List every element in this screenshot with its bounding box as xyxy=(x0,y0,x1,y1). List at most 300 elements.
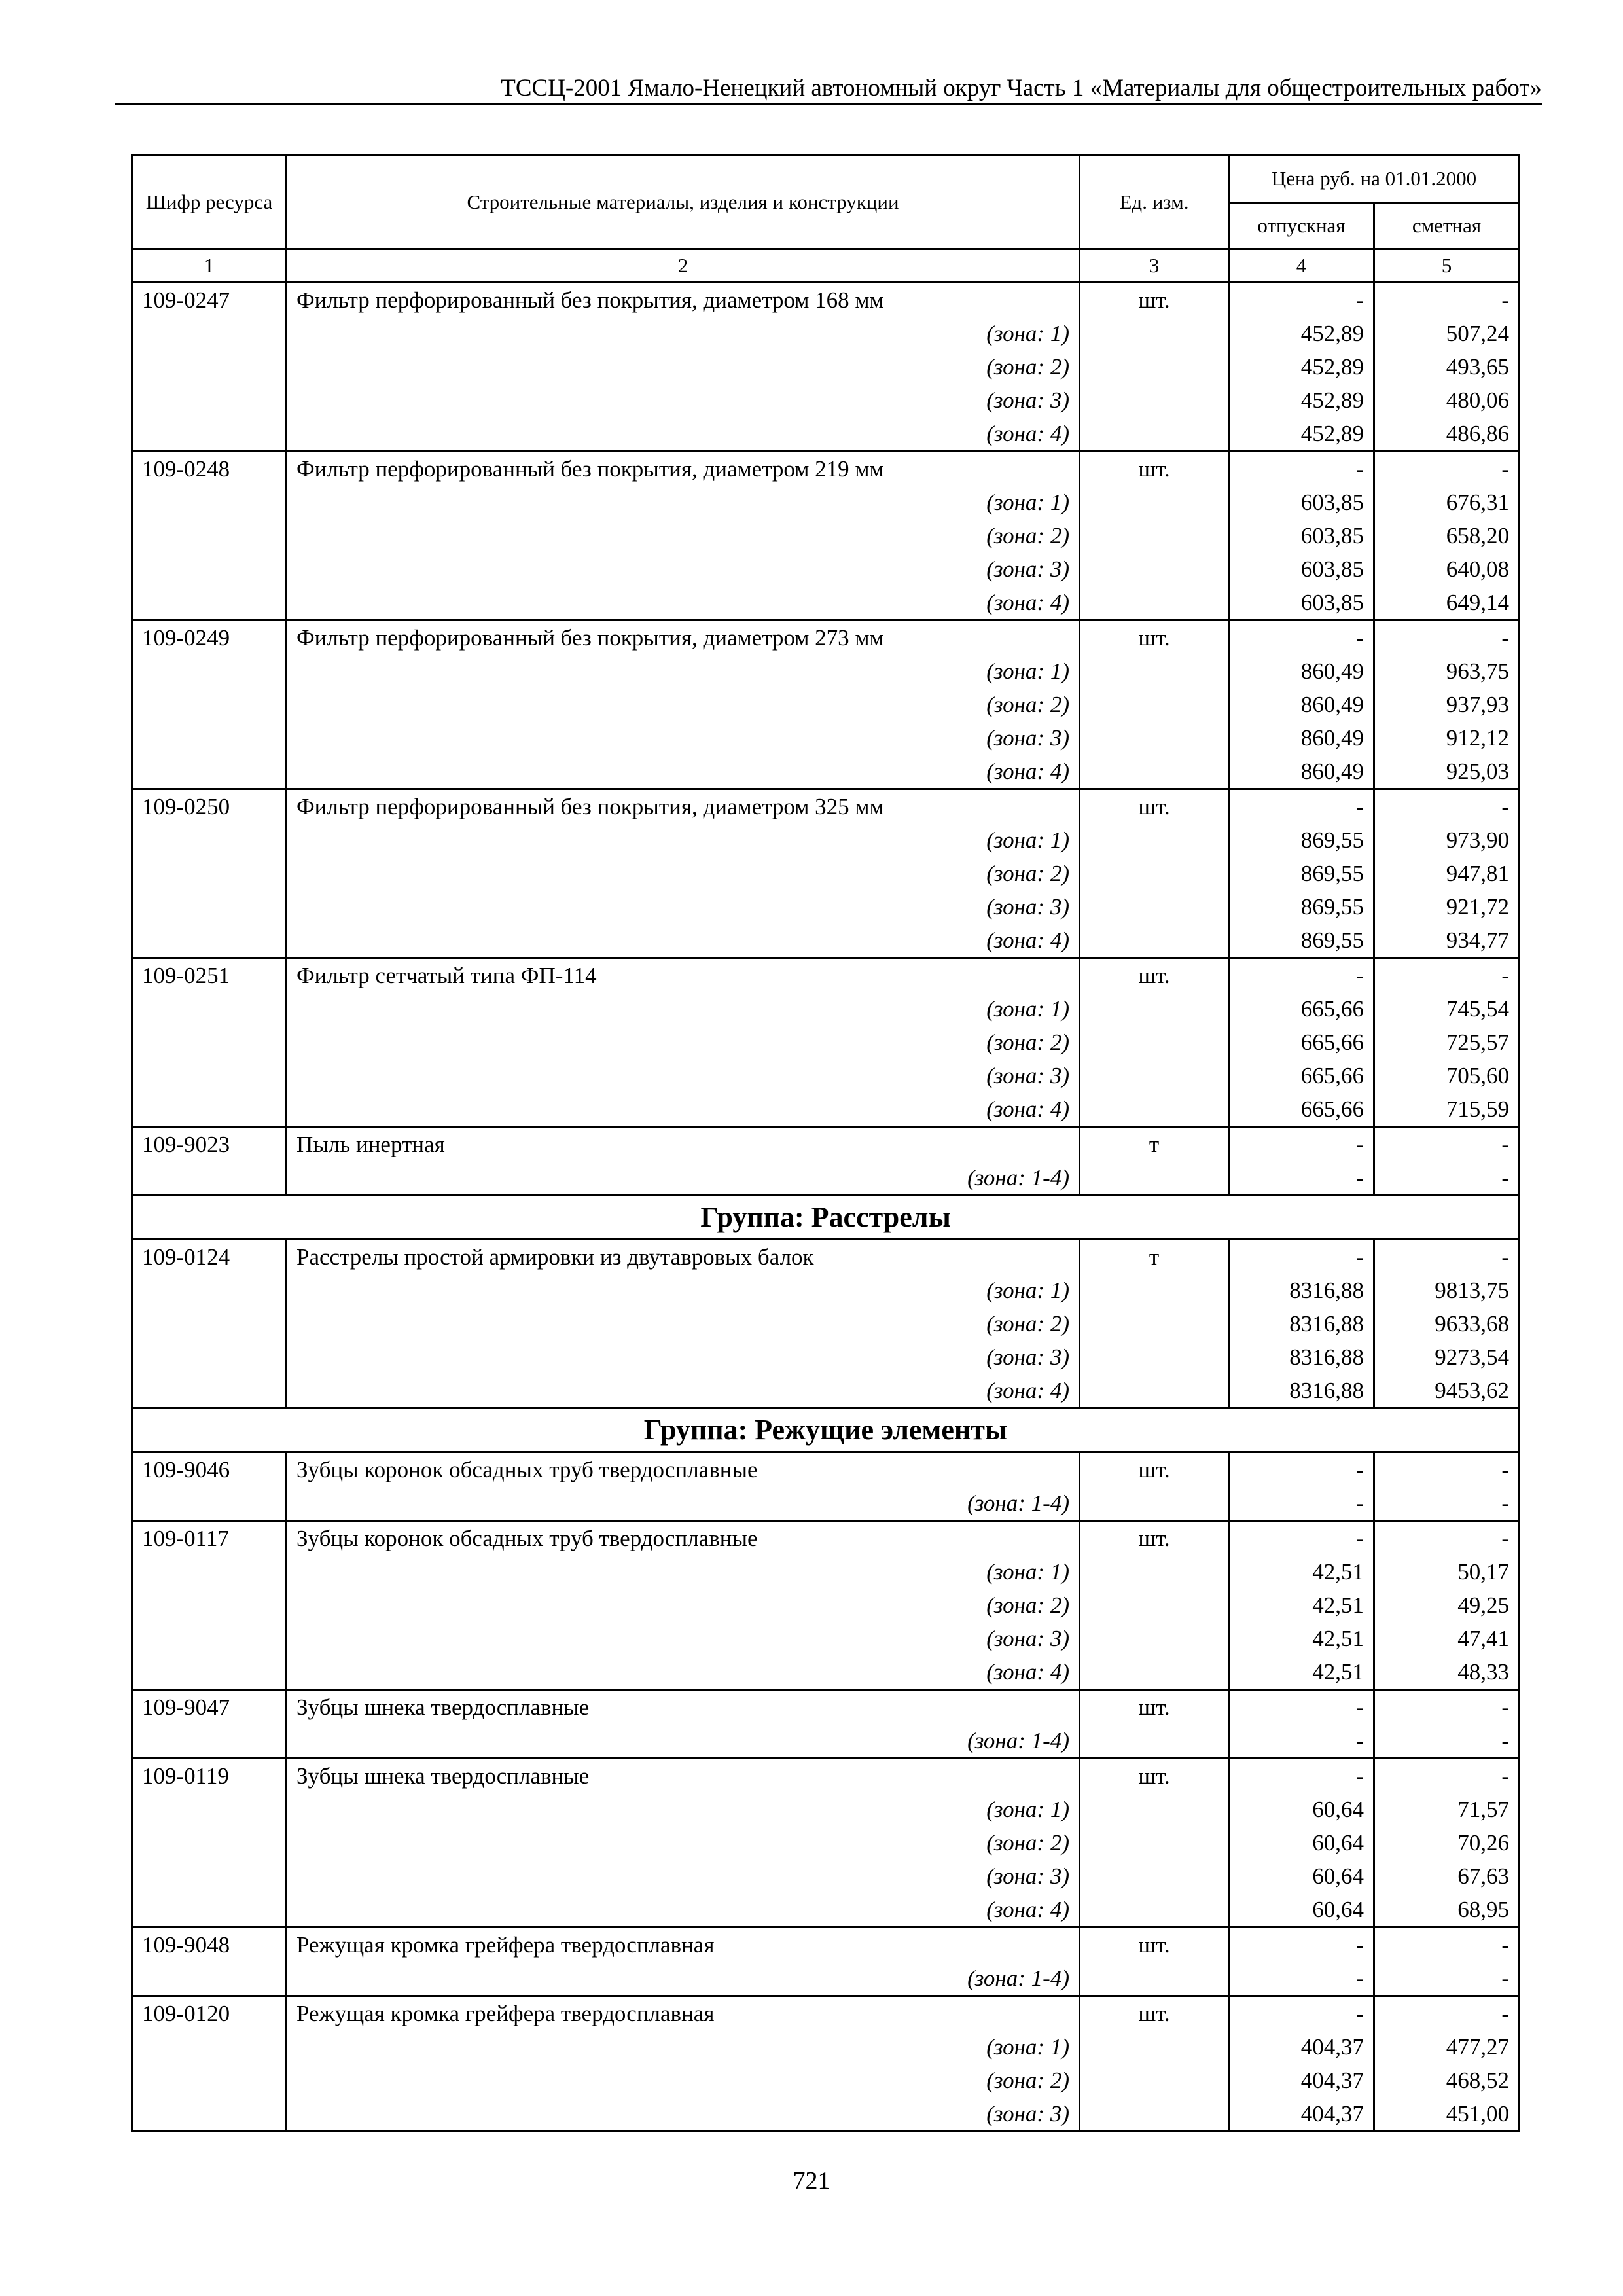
resource-code xyxy=(132,1962,287,1996)
unit xyxy=(1080,890,1229,924)
price-release: 869,55 xyxy=(1229,857,1374,890)
price-estimate: 47,41 xyxy=(1374,1622,1520,1655)
price-estimate: 937,93 xyxy=(1374,688,1520,721)
resource-code xyxy=(132,755,287,789)
unit xyxy=(1080,1859,1229,1893)
unit: шт. xyxy=(1080,789,1229,824)
price-estimate: - xyxy=(1374,1996,1520,2031)
resource-code: 109-9046 xyxy=(132,1452,287,1487)
unit xyxy=(1080,417,1229,452)
zone-price-row xyxy=(132,552,1520,586)
price-release: 665,66 xyxy=(1229,1092,1374,1127)
price-estimate: - xyxy=(1374,1127,1520,1162)
price-estimate: 912,12 xyxy=(1374,721,1520,755)
zone-label: (зона: 3) xyxy=(287,721,1080,755)
resource-code xyxy=(132,486,287,519)
price-estimate: 9453,62 xyxy=(1374,1374,1520,1408)
price-estimate: 649,14 xyxy=(1374,586,1520,620)
resource-row xyxy=(132,1127,1520,1162)
zone-price-row xyxy=(132,519,1520,552)
unit xyxy=(1080,1655,1229,1690)
price-release: 452,89 xyxy=(1229,417,1374,452)
column-number: 1 xyxy=(132,249,287,283)
zone-price-row xyxy=(132,2097,1520,2132)
page-number: 721 xyxy=(793,2167,830,2195)
resource-code: 109-0249 xyxy=(132,620,287,655)
price-estimate: - xyxy=(1374,1452,1520,1487)
zone-price-row xyxy=(132,857,1520,890)
resource-name: Зубцы шнека твердосплавные xyxy=(287,1759,1080,1793)
unit xyxy=(1080,2064,1229,2097)
unit: шт. xyxy=(1080,1928,1229,1962)
running-header: ТССЦ-2001 Ямало-Ненецкий автономный округ Часть 1 «Материалы для общестроительных работ» xyxy=(115,72,1542,105)
resource-code: 109-0117 xyxy=(132,1521,287,1556)
zone-label: (зона: 1) xyxy=(287,823,1080,857)
unit: шт. xyxy=(1080,958,1229,993)
price-estimate: 9813,75 xyxy=(1374,1274,1520,1307)
zone-price-row xyxy=(132,317,1520,350)
price-estimate: 68,95 xyxy=(1374,1893,1520,1928)
zone-label: (зона: 4) xyxy=(287,417,1080,452)
resource-row xyxy=(132,1759,1520,1793)
unit xyxy=(1080,1059,1229,1092)
resource-code xyxy=(132,519,287,552)
price-release: 60,64 xyxy=(1229,1793,1374,1826)
zone-price-row xyxy=(132,1059,1520,1092)
zone-price-row xyxy=(132,1859,1520,1893)
price-estimate: - xyxy=(1374,958,1520,993)
zone-price-row xyxy=(132,1622,1520,1655)
price-release: 42,51 xyxy=(1229,1655,1374,1690)
unit xyxy=(1080,1161,1229,1196)
resource-code xyxy=(132,1588,287,1622)
zone-label: (зона: 3) xyxy=(287,1059,1080,1092)
resource-name: Зубцы шнека твердосплавные xyxy=(287,1690,1080,1725)
zone-label: (зона: 3) xyxy=(287,2097,1080,2132)
zone-label: (зона: 4) xyxy=(287,1092,1080,1127)
price-release: 404,37 xyxy=(1229,2030,1374,2064)
resource-row xyxy=(132,1928,1520,1962)
zone-price-row xyxy=(132,384,1520,417)
price-release: 665,66 xyxy=(1229,992,1374,1026)
unit xyxy=(1080,1374,1229,1408)
unit xyxy=(1080,823,1229,857)
price-release: 860,49 xyxy=(1229,688,1374,721)
resource-code xyxy=(132,552,287,586)
group-heading: Группа: Режущие элементы xyxy=(132,1408,1520,1452)
zone-price-row xyxy=(132,350,1520,384)
unit xyxy=(1080,992,1229,1026)
resource-name: Зубцы коронок обсадных труб твердосплавные xyxy=(287,1521,1080,1556)
zone-label: (зона: 1) xyxy=(287,1274,1080,1307)
header-code: Шифр ресурса xyxy=(132,155,287,249)
price-estimate: 9273,54 xyxy=(1374,1340,1520,1374)
price-release: - xyxy=(1229,789,1374,824)
header-unit: Ед. изм. xyxy=(1080,155,1229,249)
zone-label: (зона: 4) xyxy=(287,755,1080,789)
zone-label: (зона: 1) xyxy=(287,486,1080,519)
zone-price-row xyxy=(132,1274,1520,1307)
price-estimate: - xyxy=(1374,789,1520,824)
unit xyxy=(1080,1555,1229,1588)
price-release: 8316,88 xyxy=(1229,1307,1374,1340)
header-name: Строительные материалы, изделия и конструкции xyxy=(287,155,1080,249)
zone-label: (зона: 1) xyxy=(287,317,1080,350)
resource-code xyxy=(132,1374,287,1408)
unit xyxy=(1080,721,1229,755)
zone-price-row xyxy=(132,823,1520,857)
resource-code: 109-0250 xyxy=(132,789,287,824)
zone-label: (зона: 2) xyxy=(287,350,1080,384)
price-release: - xyxy=(1229,1724,1374,1759)
resource-row xyxy=(132,958,1520,993)
unit: шт. xyxy=(1080,1521,1229,1556)
zone-price-row xyxy=(132,1724,1520,1759)
unit xyxy=(1080,519,1229,552)
price-release: 404,37 xyxy=(1229,2097,1374,2132)
price-release: 603,85 xyxy=(1229,519,1374,552)
resource-row xyxy=(132,1240,1520,1274)
price-release: 665,66 xyxy=(1229,1026,1374,1059)
unit xyxy=(1080,1274,1229,1307)
resource-row xyxy=(132,1521,1520,1556)
zone-price-row xyxy=(132,1161,1520,1196)
zone-price-row xyxy=(132,1826,1520,1859)
zone-label: (зона: 3) xyxy=(287,384,1080,417)
zone-label: (зона: 2) xyxy=(287,1588,1080,1622)
zone-price-row xyxy=(132,1374,1520,1408)
zone-price-row xyxy=(132,924,1520,958)
price-estimate: 934,77 xyxy=(1374,924,1520,958)
resource-code: 109-0251 xyxy=(132,958,287,993)
price-estimate: - xyxy=(1374,1240,1520,1274)
header-price-release: отпускная xyxy=(1229,203,1374,249)
price-estimate: 451,00 xyxy=(1374,2097,1520,2132)
price-release: - xyxy=(1229,958,1374,993)
group-heading: Группа: Расстрелы xyxy=(132,1196,1520,1240)
zone-label: (зона: 1) xyxy=(287,2030,1080,2064)
resource-name: Зубцы коронок обсадных труб твердосплавные xyxy=(287,1452,1080,1487)
column-number: 2 xyxy=(287,249,1080,283)
resource-name: Фильтр перфорированный без покрытия, диаметром 219 мм xyxy=(287,452,1080,486)
zone-label: (зона: 2) xyxy=(287,1826,1080,1859)
zone-price-row xyxy=(132,1340,1520,1374)
price-estimate: - xyxy=(1374,283,1520,317)
price-estimate: - xyxy=(1374,1962,1520,1996)
price-release: 603,85 xyxy=(1229,552,1374,586)
price-release: 60,64 xyxy=(1229,1859,1374,1893)
unit: шт. xyxy=(1080,1996,1229,2031)
resource-code: 109-0248 xyxy=(132,452,287,486)
resource-code xyxy=(132,1655,287,1690)
zone-label: (зона: 4) xyxy=(287,1655,1080,1690)
resource-code xyxy=(132,1859,287,1893)
zone-label: (зона: 4) xyxy=(287,1374,1080,1408)
resource-code xyxy=(132,1161,287,1196)
price-estimate: 67,63 xyxy=(1374,1859,1520,1893)
price-estimate: 50,17 xyxy=(1374,1555,1520,1588)
column-number: 3 xyxy=(1080,249,1229,283)
resource-code xyxy=(132,857,287,890)
zone-label: (зона: 1) xyxy=(287,992,1080,1026)
price-estimate: 745,54 xyxy=(1374,992,1520,1026)
resource-row xyxy=(132,1996,1520,2031)
unit: шт. xyxy=(1080,1690,1229,1725)
resource-row xyxy=(132,1690,1520,1725)
price-estimate: 640,08 xyxy=(1374,552,1520,586)
unit: т xyxy=(1080,1240,1229,1274)
price-estimate: 9633,68 xyxy=(1374,1307,1520,1340)
zone-price-row xyxy=(132,1555,1520,1588)
zone-label: (зона: 2) xyxy=(287,519,1080,552)
unit xyxy=(1080,486,1229,519)
unit: шт. xyxy=(1080,1759,1229,1793)
resource-code: 109-0247 xyxy=(132,283,287,317)
zone-price-row xyxy=(132,486,1520,519)
resource-code xyxy=(132,992,287,1026)
table-body xyxy=(132,283,1520,2132)
resource-row xyxy=(132,283,1520,317)
resource-code xyxy=(132,1307,287,1340)
price-table xyxy=(131,154,1520,2132)
zone-price-row xyxy=(132,721,1520,755)
resource-row xyxy=(132,620,1520,655)
zone-label: (зона: 2) xyxy=(287,1026,1080,1059)
zone-price-row xyxy=(132,1026,1520,1059)
price-release: 404,37 xyxy=(1229,2064,1374,2097)
price-estimate: 973,90 xyxy=(1374,823,1520,857)
resource-code xyxy=(132,1826,287,1859)
unit xyxy=(1080,2030,1229,2064)
price-estimate: 493,65 xyxy=(1374,350,1520,384)
unit xyxy=(1080,1588,1229,1622)
header-price-estimate: сметная xyxy=(1374,203,1520,249)
price-estimate: 71,57 xyxy=(1374,1793,1520,1826)
price-release: 603,85 xyxy=(1229,586,1374,620)
price-estimate: 705,60 xyxy=(1374,1059,1520,1092)
resource-code xyxy=(132,417,287,452)
resource-name: Режущая кромка грейфера твердосплавная xyxy=(287,1928,1080,1962)
price-estimate: - xyxy=(1374,1928,1520,1962)
resource-row xyxy=(132,1452,1520,1487)
price-release: 860,49 xyxy=(1229,755,1374,789)
price-estimate: - xyxy=(1374,452,1520,486)
unit xyxy=(1080,1724,1229,1759)
price-release: - xyxy=(1229,1928,1374,1962)
column-numbers-row xyxy=(132,249,1520,283)
resource-code: 109-0120 xyxy=(132,1996,287,2031)
price-estimate: 49,25 xyxy=(1374,1588,1520,1622)
price-estimate: 480,06 xyxy=(1374,384,1520,417)
unit xyxy=(1080,384,1229,417)
price-estimate: - xyxy=(1374,1486,1520,1521)
price-release: - xyxy=(1229,1161,1374,1196)
resource-code xyxy=(132,1274,287,1307)
unit xyxy=(1080,586,1229,620)
zone-label: (зона: 1) xyxy=(287,1555,1080,1588)
price-estimate: 70,26 xyxy=(1374,1826,1520,1859)
resource-code xyxy=(132,2097,287,2132)
price-estimate: 477,27 xyxy=(1374,2030,1520,2064)
price-release: 42,51 xyxy=(1229,1555,1374,1588)
price-release: 860,49 xyxy=(1229,721,1374,755)
unit xyxy=(1080,2097,1229,2132)
group-heading-row xyxy=(132,1196,1520,1240)
price-release: - xyxy=(1229,1521,1374,1556)
zone-label: (зона: 1-4) xyxy=(287,1486,1080,1521)
unit xyxy=(1080,857,1229,890)
price-release: - xyxy=(1229,620,1374,655)
price-release: 665,66 xyxy=(1229,1059,1374,1092)
price-release: - xyxy=(1229,1962,1374,1996)
zone-label: (зона: 3) xyxy=(287,890,1080,924)
zone-label: (зона: 3) xyxy=(287,1622,1080,1655)
column-number: 5 xyxy=(1374,249,1520,283)
zone-price-row xyxy=(132,586,1520,620)
resource-code xyxy=(132,655,287,688)
price-release: 60,64 xyxy=(1229,1893,1374,1928)
price-release: 860,49 xyxy=(1229,655,1374,688)
resource-code xyxy=(132,384,287,417)
price-release: - xyxy=(1229,1127,1374,1162)
price-estimate: 715,59 xyxy=(1374,1092,1520,1127)
zone-label: (зона: 1-4) xyxy=(287,1161,1080,1196)
zone-label: (зона: 2) xyxy=(287,688,1080,721)
resource-code xyxy=(132,1793,287,1826)
unit xyxy=(1080,350,1229,384)
zone-price-row xyxy=(132,1655,1520,1690)
price-estimate: 507,24 xyxy=(1374,317,1520,350)
zone-price-row xyxy=(132,1588,1520,1622)
price-release: 60,64 xyxy=(1229,1826,1374,1859)
resource-code: 109-9048 xyxy=(132,1928,287,1962)
zone-price-row xyxy=(132,890,1520,924)
unit xyxy=(1080,655,1229,688)
unit xyxy=(1080,1622,1229,1655)
price-release: 8316,88 xyxy=(1229,1274,1374,1307)
unit: шт. xyxy=(1080,1452,1229,1487)
unit xyxy=(1080,1893,1229,1928)
column-number: 4 xyxy=(1229,249,1374,283)
resource-code xyxy=(132,2064,287,2097)
unit: шт. xyxy=(1080,620,1229,655)
price-estimate: 486,86 xyxy=(1374,417,1520,452)
resource-code: 109-9047 xyxy=(132,1690,287,1725)
resource-row xyxy=(132,452,1520,486)
unit: шт. xyxy=(1080,283,1229,317)
zone-price-row xyxy=(132,688,1520,721)
price-release: 42,51 xyxy=(1229,1622,1374,1655)
resource-code xyxy=(132,1059,287,1092)
price-release: - xyxy=(1229,452,1374,486)
price-release: 8316,88 xyxy=(1229,1374,1374,1408)
resource-code xyxy=(132,1555,287,1588)
resource-code xyxy=(132,1486,287,1521)
resource-code xyxy=(132,924,287,958)
resource-name: Режущая кромка грейфера твердосплавная xyxy=(287,1996,1080,2031)
price-estimate: - xyxy=(1374,1161,1520,1196)
zone-label: (зона: 1-4) xyxy=(287,1724,1080,1759)
resource-code: 109-0124 xyxy=(132,1240,287,1274)
resource-code: 109-0119 xyxy=(132,1759,287,1793)
zone-label: (зона: 3) xyxy=(287,1340,1080,1374)
zone-label: (зона: 1) xyxy=(287,1793,1080,1826)
zone-label: (зона: 2) xyxy=(287,1307,1080,1340)
resource-name: Фильтр перфорированный без покрытия, диаметром 168 мм xyxy=(287,283,1080,317)
zone-price-row xyxy=(132,1893,1520,1928)
price-estimate: - xyxy=(1374,1759,1520,1793)
resource-code xyxy=(132,1893,287,1928)
zone-label: (зона: 4) xyxy=(287,586,1080,620)
zone-price-row xyxy=(132,2030,1520,2064)
zone-label: (зона: 2) xyxy=(287,2064,1080,2097)
zone-price-row xyxy=(132,1307,1520,1340)
resource-name: Пыль инертная xyxy=(287,1127,1080,1162)
unit xyxy=(1080,924,1229,958)
zone-price-row xyxy=(132,2064,1520,2097)
resource-row xyxy=(132,789,1520,824)
resource-code xyxy=(132,1622,287,1655)
resource-code xyxy=(132,1724,287,1759)
zone-label: (зона: 4) xyxy=(287,924,1080,958)
price-release: 869,55 xyxy=(1229,890,1374,924)
resource-code xyxy=(132,1026,287,1059)
group-heading-row xyxy=(132,1408,1520,1452)
unit xyxy=(1080,1307,1229,1340)
resource-name: Фильтр перфорированный без покрытия, диаметром 325 мм xyxy=(287,789,1080,824)
unit xyxy=(1080,1092,1229,1127)
unit xyxy=(1080,688,1229,721)
price-estimate: 676,31 xyxy=(1374,486,1520,519)
resource-code xyxy=(132,823,287,857)
price-estimate: - xyxy=(1374,620,1520,655)
resource-code xyxy=(132,890,287,924)
price-release: 8316,88 xyxy=(1229,1340,1374,1374)
unit xyxy=(1080,317,1229,350)
price-release: - xyxy=(1229,1996,1374,2031)
zone-price-row xyxy=(132,755,1520,789)
price-release: - xyxy=(1229,1452,1374,1487)
price-release: - xyxy=(1229,1759,1374,1793)
unit xyxy=(1080,1962,1229,1996)
price-release: - xyxy=(1229,1486,1374,1521)
price-release: - xyxy=(1229,1240,1374,1274)
zone-price-row xyxy=(132,1092,1520,1127)
zone-label: (зона: 1-4) xyxy=(287,1962,1080,1996)
price-estimate: 725,57 xyxy=(1374,1026,1520,1059)
zone-price-row xyxy=(132,1793,1520,1826)
unit xyxy=(1080,755,1229,789)
price-release: - xyxy=(1229,1690,1374,1725)
resource-code xyxy=(132,317,287,350)
price-release: - xyxy=(1229,283,1374,317)
zone-price-row xyxy=(132,1962,1520,1996)
header-price-group: Цена руб. на 01.01.2000 xyxy=(1229,155,1520,203)
unit xyxy=(1080,1826,1229,1859)
unit xyxy=(1080,552,1229,586)
price-release: 42,51 xyxy=(1229,1588,1374,1622)
resource-code xyxy=(132,688,287,721)
resource-name: Фильтр сетчатый типа ФП-114 xyxy=(287,958,1080,993)
unit: шт. xyxy=(1080,452,1229,486)
price-estimate: - xyxy=(1374,1724,1520,1759)
zone-price-row xyxy=(132,1486,1520,1521)
price-estimate: 921,72 xyxy=(1374,890,1520,924)
price-estimate: 658,20 xyxy=(1374,519,1520,552)
resource-code xyxy=(132,1092,287,1127)
price-estimate: - xyxy=(1374,1521,1520,1556)
unit: т xyxy=(1080,1127,1229,1162)
